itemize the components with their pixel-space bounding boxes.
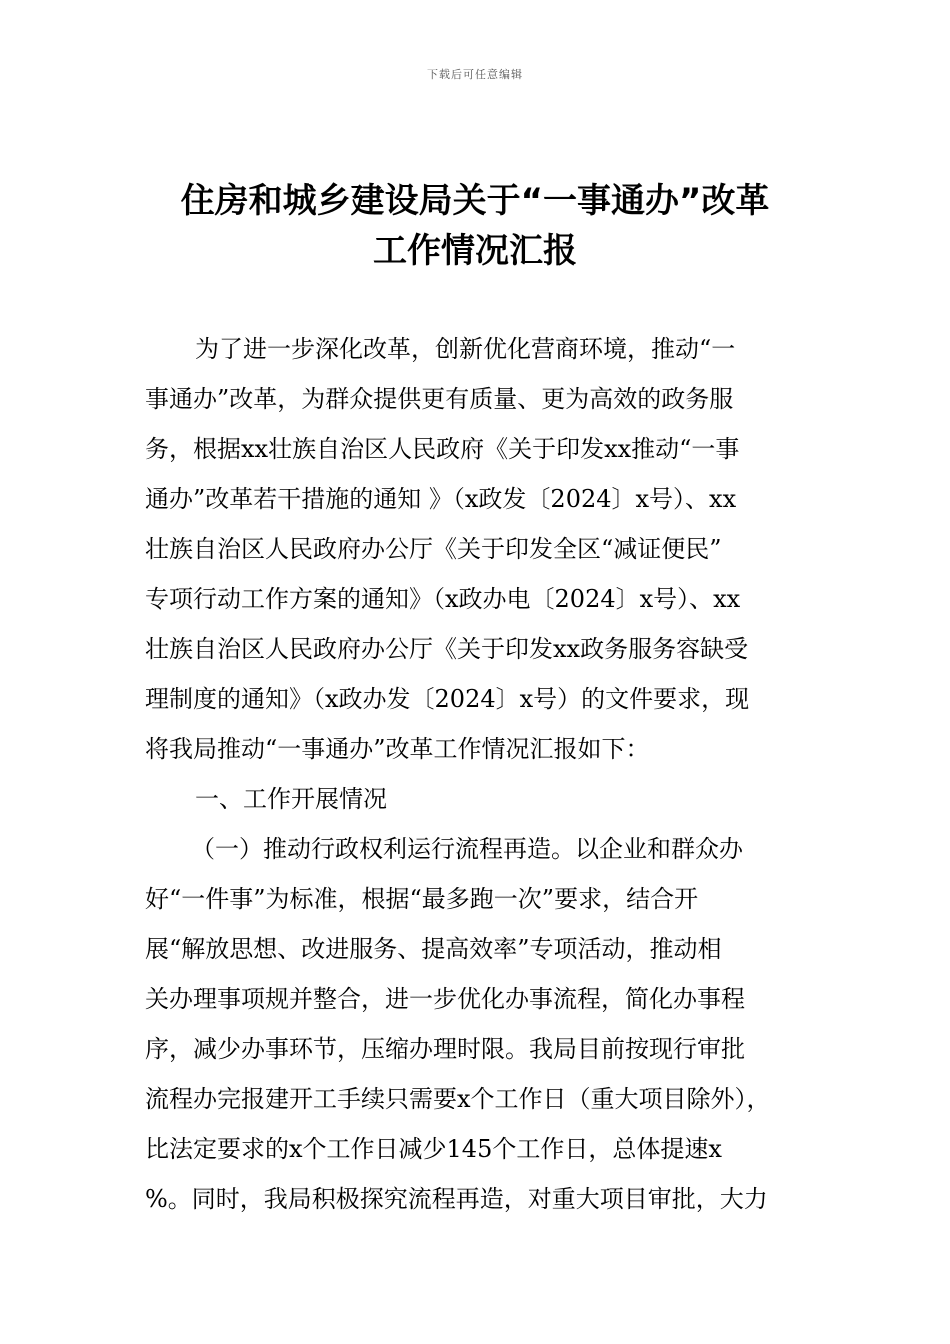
body-line: 序，减少办事环节，压缩办理时限。我局目前按现行审批 <box>145 1035 745 1063</box>
page-header-note: 下载后可任意编辑 <box>427 68 523 81</box>
body-line: 好“一件事”为标准，根据“最多跑一次”要求，结合开 <box>145 885 699 913</box>
body-line: 比法定要求的x个工作日减少145个工作日，总体提速x <box>145 1135 722 1163</box>
document-title <box>145 176 805 276</box>
body-line: 为了进一步深化改革，创新优化营商环境，推动“一 <box>195 335 736 363</box>
body-line: %。同时，我局积极探究流程再造，对重大项目审批，大力 <box>145 1185 768 1213</box>
body-line: 事通办”改革，为群众提供更有质量、更为高效的政务服 <box>145 385 734 413</box>
document-title-line-2: 工作情况汇报 <box>373 231 577 271</box>
body-line: 通办”改革若干措施的通知 》（x政发〔2024〕x号）、xx <box>145 485 737 513</box>
body-line: 专项行动工作方案的通知》（x政办电〔2024〕x号）、xx <box>145 585 741 613</box>
body-line: 将我局推动“一事通办”改革工作情况汇报如下： <box>145 735 650 763</box>
body-line: 壮族自治区人民政府办公厅《关于印发xx政务服务容缺受 <box>145 635 749 663</box>
document-body <box>145 324 810 1224</box>
document-title-line-1: 住房和城乡建设局关于“一事通办”改革 <box>180 181 770 221</box>
body-line: （一）推动行政权利运行流程再造。以企业和群众办 <box>191 835 743 863</box>
body-line: 理制度的通知》（x政办发〔2024〕x号）的文件要求，现 <box>145 685 750 713</box>
body-line: 流程办完报建开工手续只需要x个工作日（重大项目除外）， <box>145 1085 771 1113</box>
body-line: 展“解放思想、改进服务、提高效率”专项活动，推动相 <box>145 935 722 963</box>
body-line: 关办理事项规并整合，进一步优化办事流程，简化办事程 <box>145 985 745 1013</box>
body-line: 务，根据xx壮族自治区人民政府《关于印发xx推动“一事 <box>145 435 740 463</box>
body-line: 壮族自治区人民政府办公厅《关于印发全区“减证便民” <box>145 535 722 563</box>
section-heading: 一、工作开展情况 <box>195 785 387 813</box>
